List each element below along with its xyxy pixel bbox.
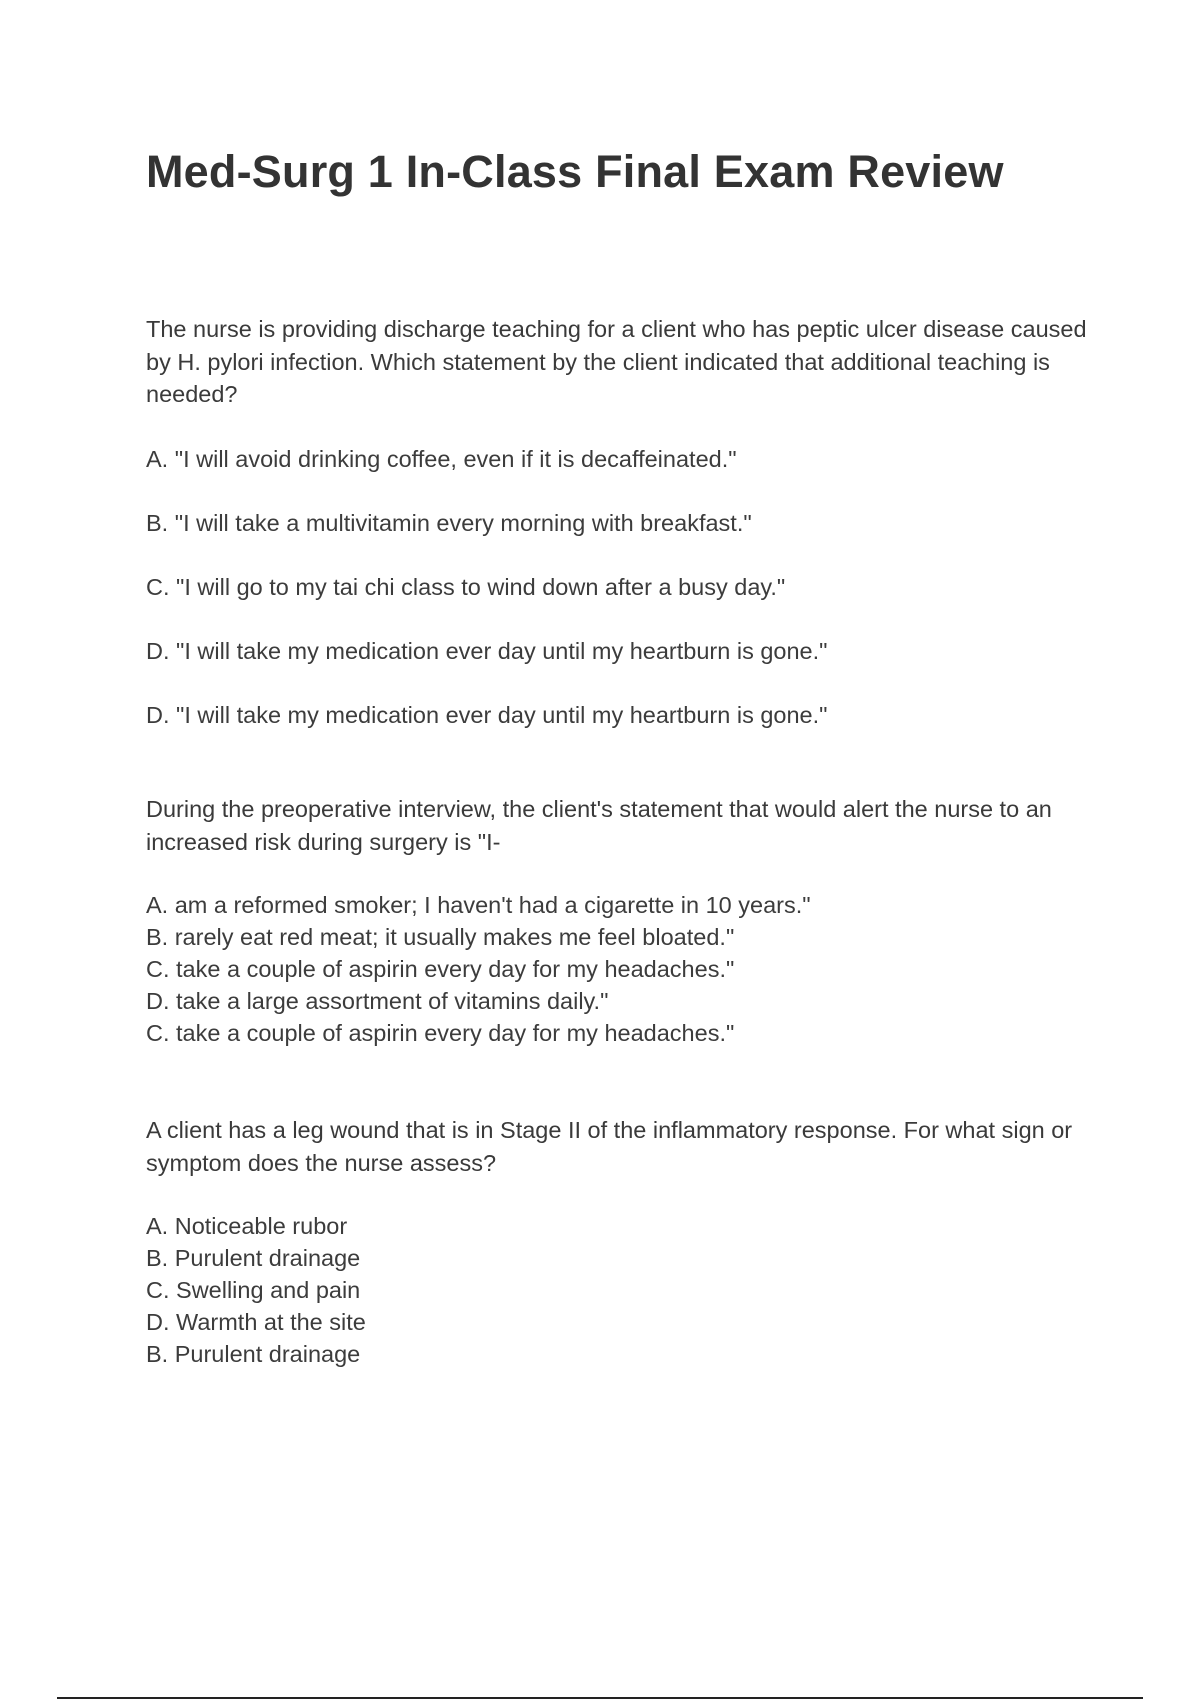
question-stem: During the preoperative interview, the client's statement that would alert the nurse to an increased risk during surgery is "I- [146, 796, 1052, 855]
option-b: B. Purulent drainage [146, 1245, 361, 1271]
option-d: D. "I will take my medication ever day until my heartburn is gone." [146, 637, 828, 664]
option-b: B. "I will take a multivitamin every morning with breakfast." [146, 509, 752, 536]
option-c: C. take a couple of aspirin every day for my headaches." [146, 956, 735, 982]
question-3 [146, 1114, 1106, 1370]
option-d: D. Warmth at the site [146, 1309, 366, 1335]
footer-divider [57, 1697, 1143, 1699]
option-c: C. Swelling and pain [146, 1277, 361, 1303]
answer-line: D. "I will take my medication ever day until my heartburn is gone." [146, 701, 828, 728]
page-title: Med-Surg 1 In-Class Final Exam Review [146, 146, 1004, 197]
option-list [146, 443, 1106, 731]
option-list [146, 889, 1106, 1049]
option-a: A. "I will avoid drinking coffee, even if it is decaffeinated." [146, 445, 737, 472]
question-1 [146, 313, 1106, 731]
question-2 [146, 793, 1106, 1049]
question-stem: A client has a leg wound that is in Stage II of the inflammatory response. For what sign or symptom does the nurse assess? [146, 1117, 1073, 1176]
option-b: B. rarely eat red meat; it usually makes me feel bloated." [146, 924, 735, 950]
question-stem: The nurse is providing discharge teaching for a client who has peptic ulcer disease caused by H. pylori infection. Which statement by the client indicated that additional teaching is needed? [146, 316, 1087, 407]
option-list [146, 1210, 1106, 1370]
answer-line: B. Purulent drainage [146, 1341, 361, 1367]
answer-line: C. take a couple of aspirin every day for my headaches." [146, 1020, 735, 1046]
option-a: A. Noticeable rubor [146, 1213, 348, 1239]
option-a: A. am a reformed smoker; I haven't had a cigarette in 10 years." [146, 892, 811, 918]
option-c: C. "I will go to my tai chi class to wind down after a busy day." [146, 573, 786, 600]
option-d: D. take a large assortment of vitamins daily." [146, 988, 609, 1014]
